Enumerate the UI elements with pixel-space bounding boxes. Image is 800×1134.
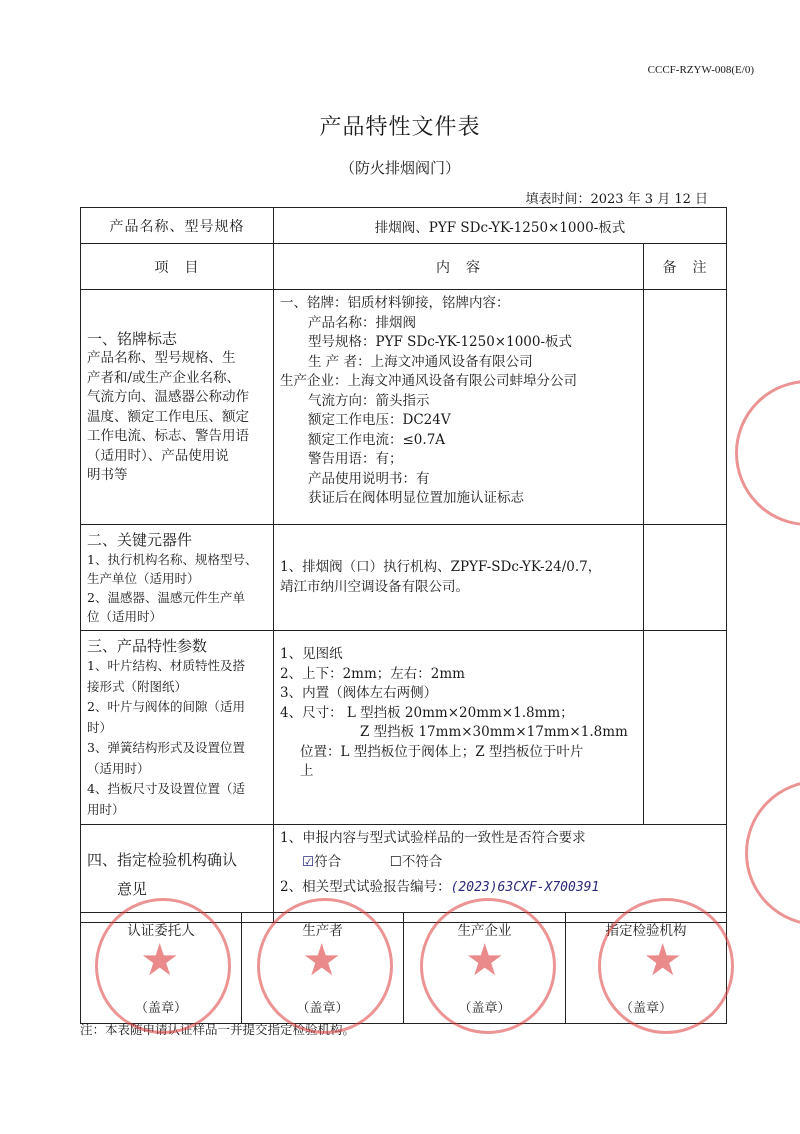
sign-cell-applicant <box>81 913 242 1024</box>
report-label: 2、相关型式试验报告编号： <box>280 879 451 895</box>
consistency-question: 1、申报内容与型式试验样品的一致性是否符合要求 <box>280 830 586 846</box>
sign-head: 生产者 <box>302 923 343 939</box>
red-seal-icon <box>745 780 800 926</box>
seal-star-icon: ★ <box>465 935 505 986</box>
parameters-desc-line: 时） <box>87 719 113 735</box>
nonconform-label: 不符合 <box>401 853 443 870</box>
sign-head: 认证委托人 <box>127 923 195 939</box>
nameplate-desc-line: 产者和/或生产企业名称、 <box>87 369 241 386</box>
section-components <box>81 525 727 631</box>
parameters-line: 2、上下：2mm；左右：2mm <box>280 665 465 682</box>
product-value: 排烟阀、PYF SDc-YK-1250×1000-板式 <box>274 208 727 244</box>
parameters-desc-line: （适用时） <box>87 760 150 776</box>
checked-box-icon[interactable]: ☑ <box>302 853 315 870</box>
nameplate-line: 额定工作电压：DC24V <box>308 412 451 428</box>
nameplate-line: 生 产 者：上海文冲通风设备有限公司 <box>308 353 533 370</box>
section-nameplate <box>81 290 727 525</box>
header-row <box>81 244 727 290</box>
nameplate-line: 一、铭牌：铝质材料铆接，铭牌内容： <box>280 295 510 311</box>
nameplate-line: 获证后在阀体明显位置加施认证标志 <box>308 490 524 506</box>
components-content <box>274 525 644 631</box>
components-desc-line: 生产单位（适用时） <box>87 571 200 586</box>
nameplate-line: 气流方向：箭头指示 <box>308 392 430 409</box>
section-parameters <box>81 631 727 825</box>
parameters-line: 上 <box>300 763 314 779</box>
components-item <box>81 525 274 631</box>
seal-star-icon: ★ <box>643 935 683 986</box>
report-number: (2023)63CXF-X700391 <box>450 880 600 895</box>
parameters-item <box>81 631 274 825</box>
fill-date: 填表时间：2023 年 3 月 12 日 <box>525 192 708 207</box>
conform-label: 符合 <box>314 853 342 870</box>
header-content: 内 容 <box>274 244 644 290</box>
nameplate-desc-line: 温度、额定工作电压、额定 <box>87 408 249 425</box>
parameters-desc-line: 2、叶片与阀体的间隙（适用 <box>87 699 245 714</box>
nameplate-desc-line: 气流方向、温感器公称动作 <box>87 389 249 406</box>
document-code: CCCF-RZYW-008(E/0) <box>647 64 754 76</box>
nameplate-line: 生产企业：上海文冲通风设备有限公司蚌埠分公司 <box>280 373 577 389</box>
nameplate-line: 产品使用说明书：有 <box>308 470 430 487</box>
parameters-line: 3、内置（阀体左右两侧） <box>280 685 438 701</box>
components-line: 1、排烟阀（口）执行机构、ZPYF-SDc-YK-24/0.7， <box>280 559 602 575</box>
components-line: 靖江市纳川空调设备有限公司。 <box>280 578 469 595</box>
inspection-title: 四、指定检验机构确认 <box>87 850 238 869</box>
nameplate-desc-line: 产品名称、型号规格、生 <box>87 350 236 367</box>
nameplate-remark <box>644 290 727 525</box>
nameplate-desc-line: （适用时）、产品使用说 <box>87 447 229 464</box>
nameplate-desc-line: 明书等 <box>87 467 128 484</box>
nameplate-desc-line: 工作电流、标志、警告用语 <box>87 428 249 445</box>
nameplate-title: 一、铭牌标志 <box>87 330 178 349</box>
product-label: 产品名称、型号规格 <box>81 208 274 244</box>
parameters-line: 1、见图纸 <box>280 646 343 662</box>
sign-cell-factory <box>404 913 566 1024</box>
footnote: 注：本表随申请认证样品一并提交指定检验机构。 <box>80 1022 356 1037</box>
parameters-remark <box>644 631 727 825</box>
unchecked-box-icon[interactable]: ☐ <box>389 853 402 870</box>
report-line <box>280 878 720 898</box>
parameters-desc-line: 4、挡板尺寸及设置位置（适 <box>87 781 245 796</box>
parameters-line: Z 型挡板 17mm×30mm×17mm×1.8mm <box>360 724 628 740</box>
seal-star-icon: ★ <box>140 935 180 986</box>
page-subtitle: （防火排烟阀门） <box>339 159 460 177</box>
seal-label: （盖章） <box>134 1001 187 1016</box>
components-remark <box>644 525 727 631</box>
components-desc-line: 位（适用时） <box>87 609 163 624</box>
parameters-desc-line: 接形式（附图纸） <box>87 678 188 694</box>
nameplate-line: 额定工作电流：≤0.7A <box>308 431 446 448</box>
signature-table <box>80 912 727 1024</box>
red-seal-icon <box>735 380 800 526</box>
components-desc-line: 1、执行机构名称、规格型号、 <box>87 552 258 567</box>
product-characteristics-table <box>80 207 727 923</box>
product-row <box>81 208 727 244</box>
seal-label: （盖章） <box>458 1001 511 1016</box>
parameters-content <box>274 631 644 825</box>
page-title: 产品特性文件表 <box>319 115 481 140</box>
consistency-options <box>280 853 720 873</box>
nameplate-line: 警告用语：有； <box>308 451 403 467</box>
parameters-desc-line: 1、叶片结构、材质特性及搭 <box>87 658 245 673</box>
section-inspection <box>81 825 727 923</box>
header-remark: 备 注 <box>644 244 727 290</box>
sign-head: 指定检验机构 <box>605 923 687 939</box>
seal-label: （盖章） <box>619 1001 672 1016</box>
parameters-desc-line: 3、弹簧结构形式及设置位置 <box>87 740 245 755</box>
components-title: 二、关键元器件 <box>87 531 193 549</box>
sign-cell-lab <box>566 913 727 1024</box>
seal-star-icon: ★ <box>302 935 342 986</box>
parameters-desc-line: 用时） <box>87 801 125 817</box>
parameters-line: 位置：L 型挡板位于阀体上；Z 型挡板位于叶片 <box>300 743 584 760</box>
parameters-title: 三、产品特性参数 <box>87 637 208 655</box>
parameters-line: 4、尺寸： L 型挡板 20mm×20mm×1.8mm； <box>280 704 574 721</box>
seal-label: （盖章） <box>296 1001 349 1016</box>
inspection-title-2: 意见 <box>117 879 148 898</box>
inspection-item <box>81 825 274 923</box>
inspection-content <box>274 825 727 923</box>
header-item: 项 目 <box>81 244 274 290</box>
sign-cell-producer <box>242 913 404 1024</box>
nameplate-content <box>274 290 644 525</box>
sign-head: 生产企业 <box>457 923 512 939</box>
components-desc-line: 2、温感器、温感元件生产单 <box>87 590 245 605</box>
signature-row <box>81 913 727 1024</box>
nameplate-line: 型号规格：PYF SDc-YK-1250×1000-板式 <box>308 334 573 350</box>
nameplate-line: 产品名称：排烟阀 <box>308 314 416 331</box>
nameplate-item <box>81 290 274 525</box>
